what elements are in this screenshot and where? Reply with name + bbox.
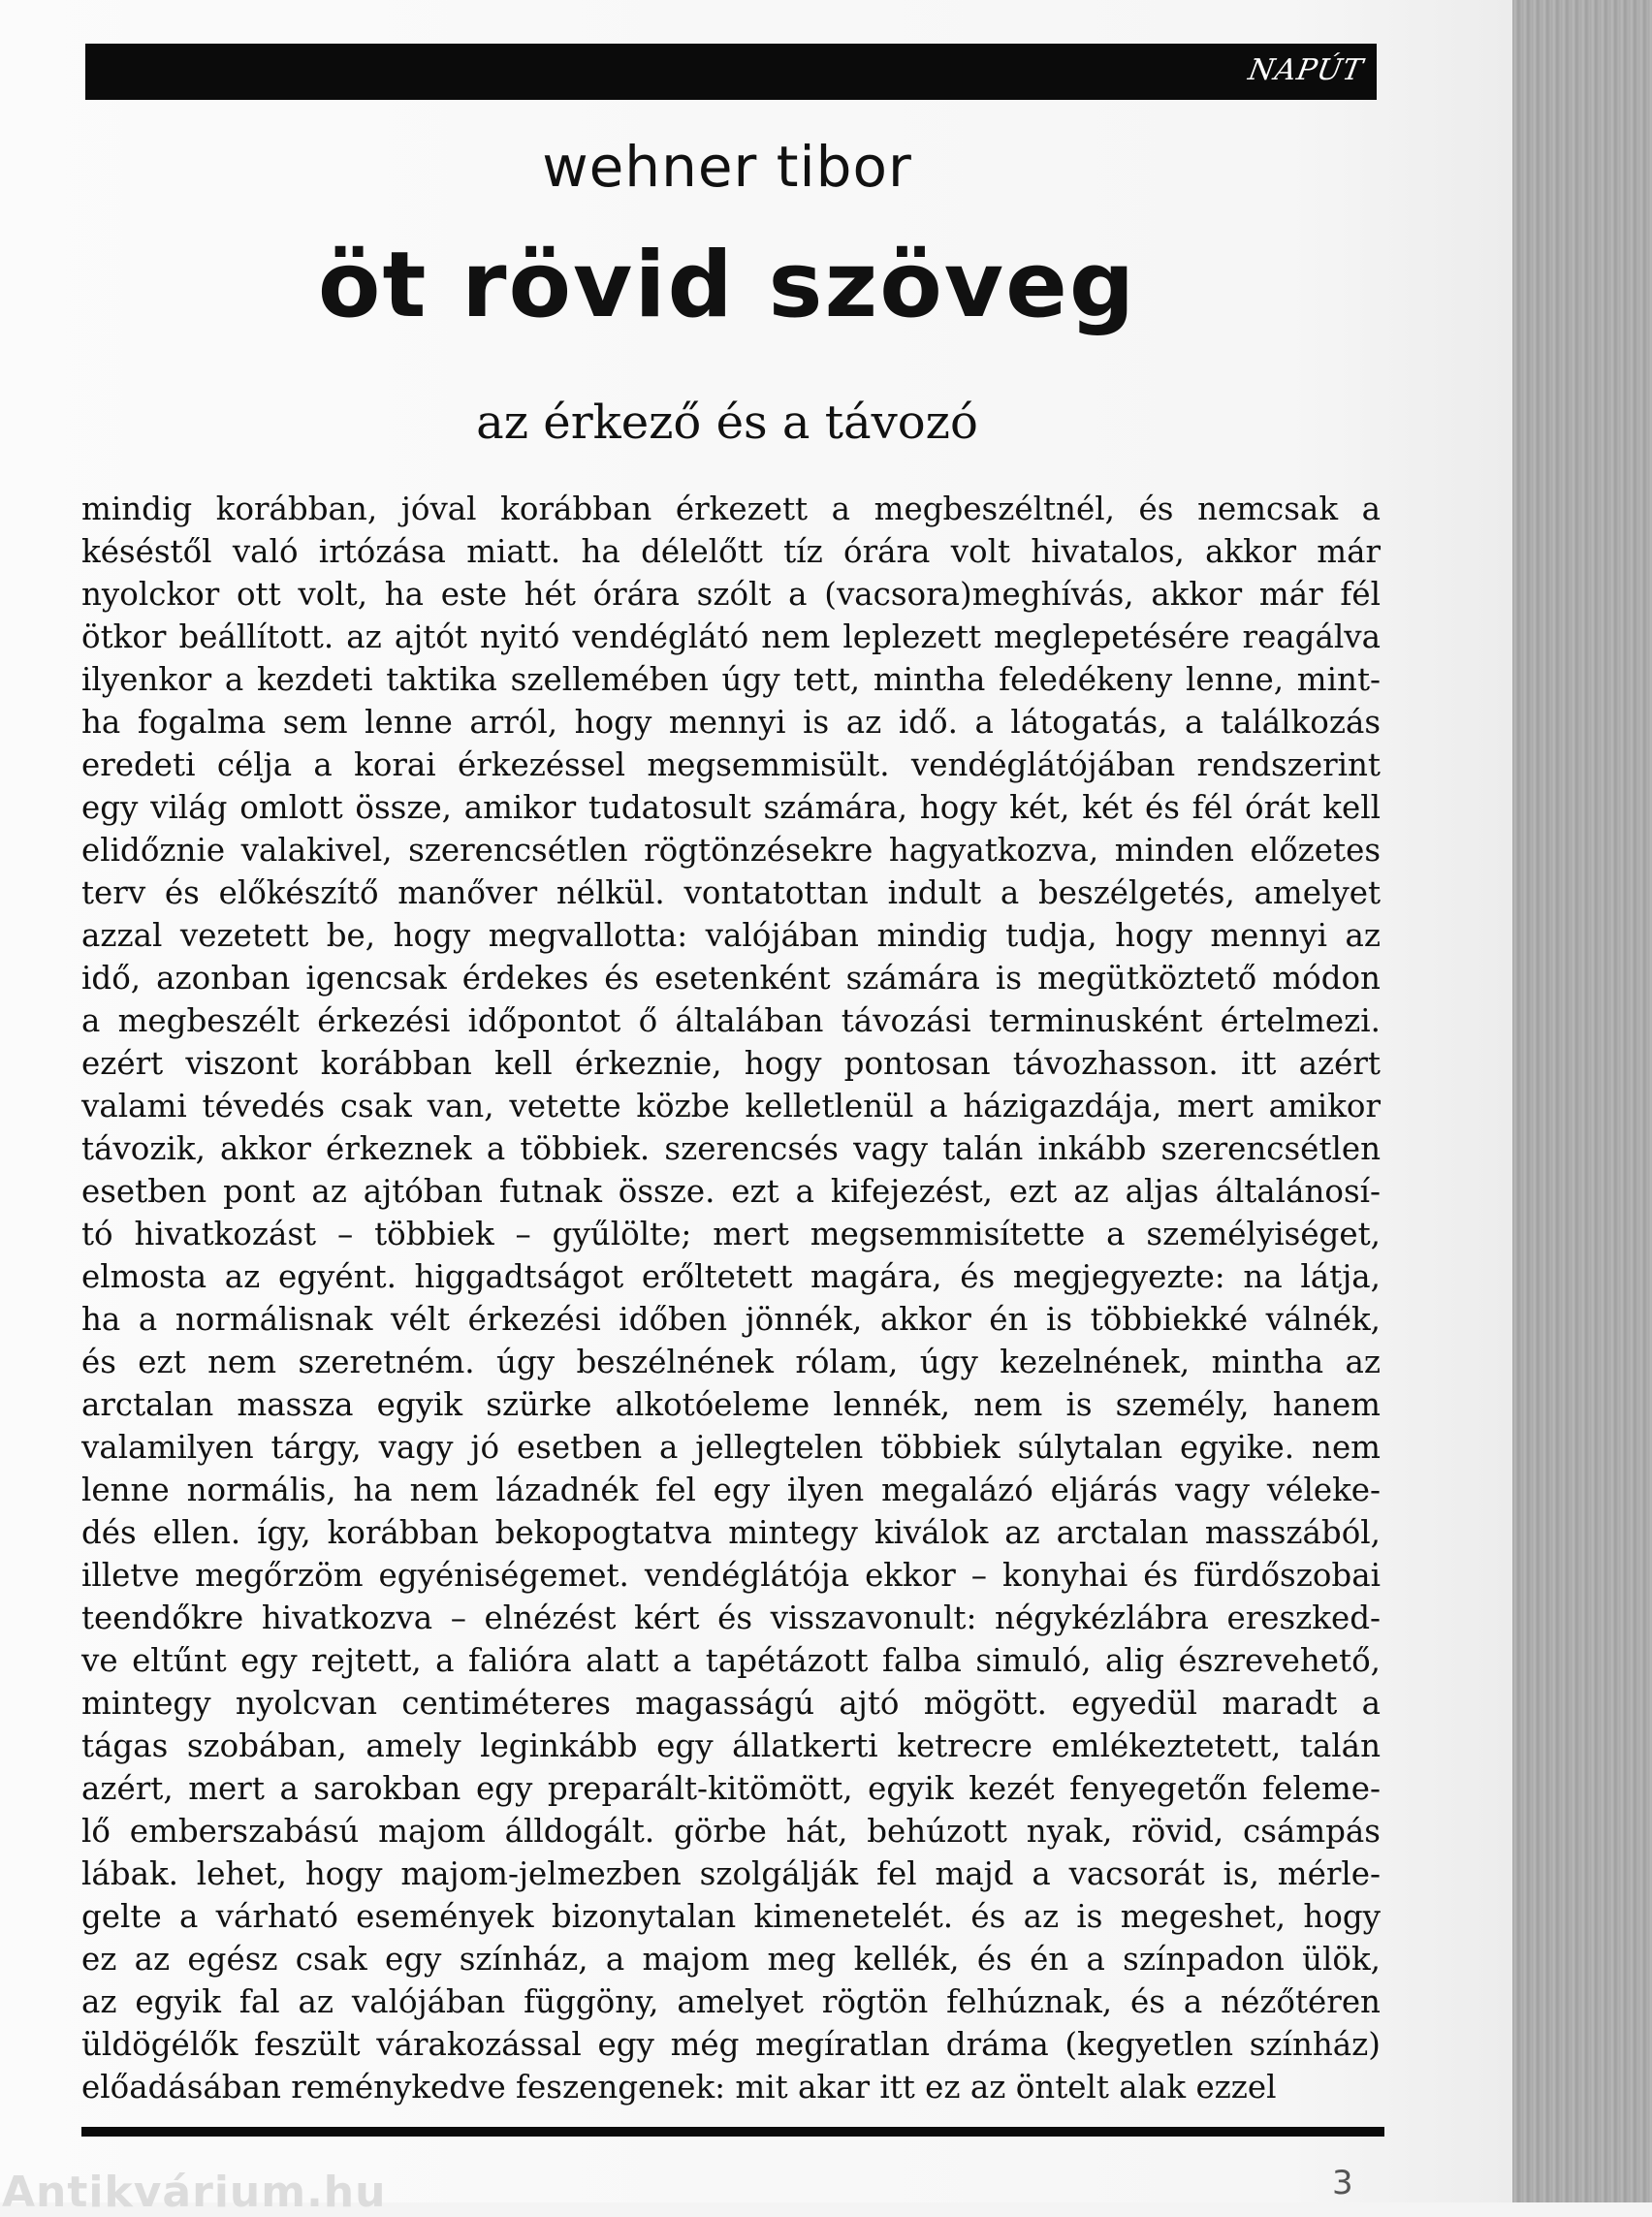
text-line: terv és előkészítő manőver nélkül. vontatottan indult a beszélgetés, amelyet — [81, 874, 1381, 911]
text-line: valami tévedés csak van, vetette közbe kelletlenül a házigazdája, mert amikor — [81, 1088, 1381, 1124]
text-line: ha fogalma sem lenne arról, hogy mennyi is az idő. a látogatás, a találkozás — [81, 704, 1381, 741]
author-name: wehner tibor — [542, 134, 912, 200]
text-line: elidőznie valakivel, szerencsétlen rögtönzésekre hagyatkozva, minden előzetes — [81, 832, 1381, 869]
text-line: valamilyen tárgy, vagy jó esetben a jellegtelen többiek súlytalan egyike. nem — [81, 1429, 1381, 1466]
text-line: arctalan massza egyik szürke alkotóeleme lennék, nem is személy, hanem — [81, 1386, 1381, 1423]
text-line: idő, azonban igencsak érdekes és esetenként számára is megütköztető módon — [81, 960, 1381, 997]
text-line: esetben pont az ajtóban futnak össze. ezt a kifejezést, ezt az aljas általánosí- — [81, 1173, 1381, 1210]
text-line: illetve megőrzöm egyéniségemet. vendéglátója ekkor – konyhai és fürdőszobai — [81, 1557, 1381, 1594]
text-line: ez az egész csak egy színház, a majom meg kellék, és én a színpadon ülök, — [81, 1941, 1381, 1978]
text-line: előadásában reménykedve feszengenek: mit akar itt ez az öntelt alak ezzel — [81, 2069, 1277, 2106]
article-subtitle: az érkező és a távozó — [476, 396, 978, 450]
page-number-mark: 3 — [1332, 2164, 1353, 2202]
text-line: az egyik fal az valójában függöny, amelyet rögtön felhúznak, és a nézőtéren — [81, 1983, 1381, 2020]
text-line: egy világ omlott össze, amikor tudatosult számára, hogy két, két és fél órát kell — [81, 789, 1381, 826]
background-strip — [1512, 0, 1652, 2202]
text-line: eredeti célja a korai érkezéssel megsemmisült. vendéglátójában rendszerint — [81, 746, 1381, 783]
text-line: azért, mert a sarokban egy preparált-kitömött, egyik kezét fenyegetőn feleme- — [81, 1770, 1381, 1807]
text-line: ötkor beállított. az ajtót nyitó vendéglátó nem leplezett meglepetésére reagálva — [81, 618, 1381, 655]
text-line: azzal vezetett be, hogy megvallotta: valójában mindig tudja, hogy mennyi az — [81, 917, 1381, 954]
text-line: ilyenkor a kezdeti taktika szellemében úgy tett, mintha feledékeny lenne, mint- — [81, 661, 1381, 698]
text-line: távozik, akkor érkeznek a többiek. szerencsés vagy talán inkább szerencsétlen — [81, 1130, 1381, 1167]
watermark: Antikvárium.hu — [2, 2168, 387, 2217]
header-bar — [85, 44, 1377, 100]
text-line: gelte a várható események bizonytalan kimenetelét. és az is megeshet, hogy — [81, 1898, 1381, 1935]
text-line: elmosta az egyént. higgadtságot erőltetett magára, és megjegyezte: na látja, — [81, 1258, 1381, 1295]
text-line: teendőkre hivatkozva – elnézést kért és visszavonult: négykézlábra ereszked- — [81, 1599, 1381, 1636]
text-line: tágas szobában, amely leginkább egy állatkerti ketrecre emlékeztetett, talán — [81, 1727, 1381, 1764]
text-line: lő emberszabású majom álldogált. görbe hát, behúzott nyak, rövid, csámpás — [81, 1813, 1381, 1850]
text-line: lenne normális, ha nem lázadnék fel egy ilyen megalázó eljárás vagy véleke- — [81, 1472, 1381, 1508]
text-line: lábak. lehet, hogy majom-jelmezben szolgálják fel majd a vacsorát is, mérle- — [81, 1855, 1381, 1892]
text-line: ve eltűnt egy rejtett, a falióra alatt a tapétázott falba simuló, alig észrevehető, — [81, 1642, 1381, 1679]
text-line: késéstől való irtózása miatt. ha délelőtt tíz órára volt hivatalos, akkor már — [81, 533, 1381, 570]
text-line: mindig korábban, jóval korábban érkezett a megbeszéltnél, és nemcsak a — [81, 491, 1381, 527]
text-line: ha a normálisnak vélt érkezési időben jönnék, akkor én is többiekké válnék, — [81, 1301, 1381, 1338]
text-line: dés ellen. így, korábban bekopogtatva mintegy kiválok az arctalan masszából, — [81, 1514, 1381, 1551]
text-line: a megbeszélt érkezési időpontot ő általában távozási terminusként értelmezi. — [81, 1002, 1381, 1039]
text-line: tó hivatkozást – többiek – gyűlölte; mert megsemmisítette a személyiséget, — [81, 1216, 1381, 1252]
text-line: üldögélők feszült várakozással egy még megíratlan dráma (kegyetlen színház) — [81, 2026, 1381, 2063]
text-line: és ezt nem szeretném. úgy beszélnének rólam, úgy kezelnének, mintha az — [81, 1344, 1381, 1380]
article-body — [81, 488, 1381, 2108]
magazine-logo: NAPÚT — [1246, 53, 1367, 87]
text-line: nyolckor ott volt, ha este hét órára szólt a (vacsora)meghívás, akkor már fél — [81, 576, 1381, 613]
article-title: öt rövid szöveg — [317, 233, 1137, 338]
footer-rule — [81, 2127, 1384, 2137]
text-line: ezért viszont korábban kell érkeznie, hogy pontosan távozhasson. itt azért — [81, 1045, 1381, 1082]
text-line: mintegy nyolcvan centiméteres magasságú ajtó mögött. egyedül maradt a — [81, 1685, 1381, 1722]
